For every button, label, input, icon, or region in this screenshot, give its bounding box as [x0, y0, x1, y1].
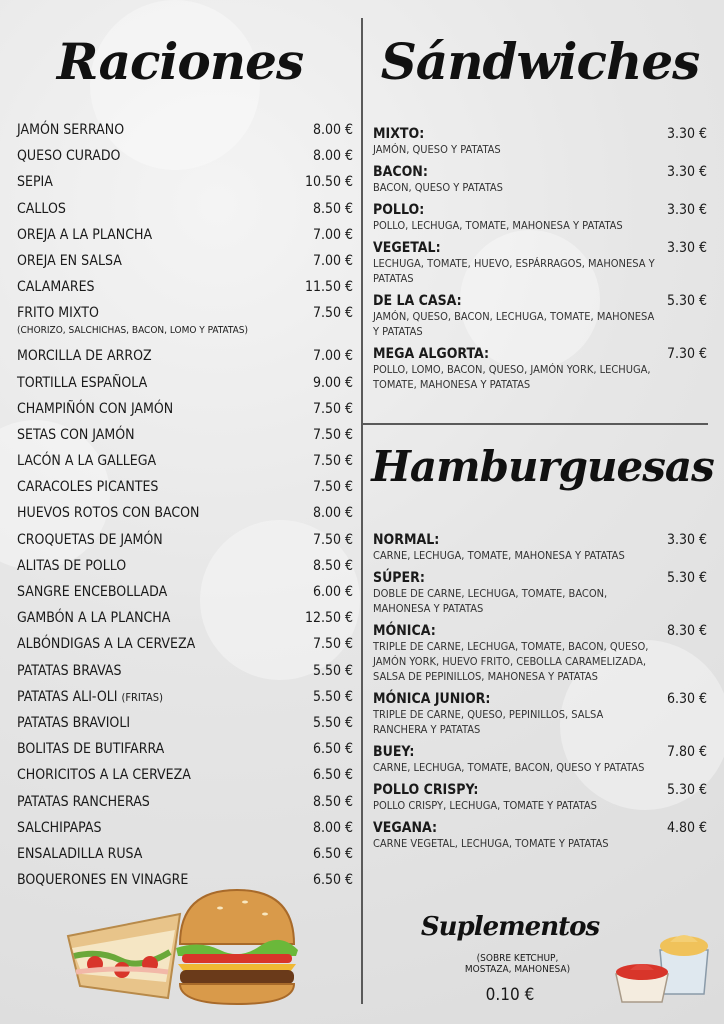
racion-price: 8.00 € [312, 122, 353, 138]
sandwich-desc: POLLO, LECHUGA, TOMATE, MAHONESA Y PATATAS [373, 219, 623, 232]
sandwich-icon [68, 914, 180, 998]
sandwich-item [373, 293, 707, 339]
hamburguesa-text [373, 532, 667, 563]
sandwich-price: 3.30 € [666, 164, 707, 180]
racion-price: 9.00 € [312, 374, 353, 391]
racion-name: TORTILLA ESPAÑOLA [17, 374, 148, 391]
racion-name: OREJA EN SALSA [17, 252, 122, 269]
racion-name: GAMBÓN A LA PLANCHA [17, 610, 171, 627]
sandwich-price: 3.30 € [666, 126, 707, 142]
racion-item [17, 505, 353, 522]
sandwich-desc: LECHUGA, TOMATE, HUEVO, ESPÁRRAGOS, MAHONESA Y PATATAS [373, 257, 655, 285]
racion-price: 7.00 € [312, 348, 353, 365]
suplementos-title: Suplementos [420, 912, 600, 942]
sandwich-desc: JAMÓN, QUESO Y PATATAS [373, 143, 501, 156]
sauces-illustration [612, 928, 712, 1006]
ketchup-bowl-icon [616, 964, 668, 1002]
hamburguesa-text [373, 691, 667, 737]
sandwich-text [373, 293, 667, 339]
racion-name: SETAS CON JAMÓN [17, 426, 135, 443]
racion-item [17, 636, 353, 653]
racion-sub: (CHORIZO, SALCHICHAS, BACON, LOMO Y PATATAS) [17, 325, 248, 337]
racion-price: 7.50 € [312, 400, 353, 417]
racion-name-block [17, 227, 307, 244]
racion-item [17, 122, 353, 139]
racion-name-block [17, 584, 307, 601]
racion-item [17, 375, 353, 392]
racion-name-block [17, 174, 299, 191]
racion-name: PATATAS BRAVIOLI [17, 714, 131, 731]
racion-price: 7.50 € [312, 453, 353, 470]
sandwich-text [373, 202, 667, 233]
racion-name: HUEVOS ROTOS CON BACON [17, 505, 200, 522]
racion-price: 5.50 € [312, 662, 353, 679]
racion-name-block [17, 253, 307, 270]
hamburguesa-text [373, 782, 667, 813]
racion-item [17, 401, 353, 418]
racion-item [17, 427, 353, 444]
hamburguesa-item [373, 744, 707, 775]
racion-item [17, 715, 353, 732]
racion-note: (FRITAS) [121, 690, 163, 704]
racion-name: CALAMARES [17, 279, 95, 296]
sandwich-desc: JAMÓN, QUESO, BACON, LECHUGA, TOMATE, MAHONESA Y PATATAS [373, 310, 655, 338]
hamburguesa-price: 3.30 € [666, 532, 707, 548]
hamburguesa-text [373, 820, 667, 851]
hamburguesa-price: 4.80 € [666, 820, 707, 836]
sandwich-name: VEGETAL: [373, 240, 441, 256]
hamburguesas-list [373, 532, 707, 858]
racion-item [17, 453, 353, 470]
hamburguesa-desc: CARNE, LECHUGA, TOMATE, MAHONESA Y PATATAS [373, 549, 625, 562]
racion-item [17, 558, 353, 575]
hamburguesa-price: 5.30 € [666, 782, 707, 798]
racion-name-block [17, 767, 307, 784]
sandwich-name: DE LA CASA: [373, 293, 462, 309]
hamburguesa-item [373, 691, 707, 737]
racion-name: FRITO MIXTO [17, 305, 99, 322]
racion-price: 6.50 € [312, 872, 353, 889]
hamburguesa-name: POLLO CRISPY: [373, 782, 479, 798]
racion-name-block [17, 846, 307, 863]
sandwiches-list [373, 126, 707, 399]
racion-name: SALCHIPAPAS [17, 819, 102, 836]
racion-name-block [17, 820, 307, 837]
sandwich-item [373, 164, 707, 195]
racion-name-block [17, 558, 307, 575]
racion-name: CHORICITOS A LA CERVEZA [17, 767, 191, 784]
hamburguesa-desc: CARNE VEGETAL, LECHUGA, TOMATE Y PATATAS [373, 837, 609, 850]
hamburguesa-text [373, 570, 667, 616]
hamburguesas-title: Hamburguesas [371, 442, 714, 491]
racion-price: 12.50 € [304, 610, 353, 627]
racion-item [17, 348, 353, 365]
racion-name-block [17, 689, 307, 706]
racion-price: 8.50 € [312, 200, 353, 217]
racion-price: 8.00 € [312, 505, 353, 522]
racion-name: PATATAS ALI-OLI [17, 688, 118, 705]
sandwich-price: 3.30 € [666, 202, 707, 218]
sandwich-name: POLLO: [373, 202, 425, 218]
sandwich-item [373, 126, 707, 157]
racion-name: CHAMPIÑÓN CON JAMÓN [17, 400, 174, 417]
racion-name: CALLOS [17, 200, 66, 217]
racion-price: 8.00 € [312, 148, 353, 165]
hamburguesa-text [373, 623, 667, 684]
racion-price: 7.50 € [312, 305, 353, 322]
racion-name-block [17, 532, 307, 549]
hamburguesa-desc: DOBLE DE CARNE, LECHUGA, TOMATE, BACON, MAHONESA Y PATATAS [373, 587, 608, 615]
racion-name-block [17, 715, 307, 732]
sandwich-text [373, 240, 667, 286]
hamburguesa-name: MÓNICA: [373, 623, 436, 639]
racion-price: 7.50 € [312, 531, 353, 548]
sandwich-price: 3.30 € [666, 240, 707, 256]
racion-item [17, 741, 353, 758]
racion-item [17, 610, 353, 627]
racion-name-block [17, 279, 299, 296]
racion-name-block [17, 610, 299, 627]
sandwich-price: 7.30 € [666, 346, 707, 362]
racion-name-block [17, 663, 307, 680]
racion-name: PATATAS BRAVAS [17, 662, 122, 679]
racion-price: 10.50 € [304, 174, 353, 191]
racion-name: OREJA A LA PLANCHA [17, 226, 153, 243]
racion-name-block [17, 305, 307, 339]
racion-item [17, 253, 353, 270]
racion-name-block [17, 375, 307, 392]
hamburguesa-desc: TRIPLE DE CARNE, QUESO, PEPINILLOS, SALSA RANCHERA Y PATATAS [373, 708, 604, 736]
racion-name-block [17, 148, 307, 165]
racion-item [17, 584, 353, 601]
sandwich-text [373, 346, 667, 392]
hamburguesa-text [373, 744, 667, 775]
sandwich-text [373, 164, 667, 195]
racion-price: 8.00 € [312, 819, 353, 836]
racion-item [17, 479, 353, 496]
racion-item [17, 201, 353, 218]
racion-name: ALITAS DE POLLO [17, 557, 127, 574]
racion-name: PATATAS RANCHERAS [17, 793, 150, 810]
racion-item [17, 279, 353, 296]
sandwich-name: MIXTO: [373, 126, 425, 142]
racion-price: 5.50 € [312, 714, 353, 731]
hamburguesa-desc: POLLO CRISPY, LECHUGA, TOMATE Y PATATAS [373, 799, 597, 812]
hamburguesa-name: SÚPER: [373, 570, 425, 586]
racion-name-block [17, 427, 307, 444]
sandwich-desc: BACON, QUESO Y PATATAS [373, 181, 503, 194]
racion-name-block [17, 453, 307, 470]
racion-name: BOLITAS DE BUTIFARRA [17, 741, 165, 758]
racion-name-block [17, 794, 307, 811]
racion-name-block [17, 505, 307, 522]
racion-price: 7.50 € [312, 479, 353, 496]
racion-price: 7.00 € [312, 226, 353, 243]
racion-name-block [17, 401, 307, 418]
racion-name: ALBÓNDIGAS A LA CERVEZA [17, 636, 196, 653]
racion-name-block [17, 636, 307, 653]
sandwich-burger-illustration [60, 886, 300, 1008]
hamburguesa-name: VEGANA: [373, 820, 438, 836]
racion-name: JAMÓN SERRANO [17, 122, 125, 138]
racion-price: 6.50 € [312, 845, 353, 862]
racion-name-block [17, 348, 307, 365]
racion-name-block [17, 741, 307, 758]
hamburguesa-item [373, 820, 707, 851]
hamburguesa-item [373, 532, 707, 563]
hamburguesa-price: 5.30 € [666, 570, 707, 586]
racion-price: 8.50 € [312, 557, 353, 574]
racion-price: 7.00 € [312, 252, 353, 269]
racion-item [17, 305, 353, 339]
racion-name: QUESO CURADO [17, 148, 121, 165]
raciones-title: Raciones [56, 32, 304, 91]
hamburguesa-item [373, 782, 707, 813]
hamburguesa-name: NORMAL: [373, 532, 440, 548]
sandwich-item [373, 346, 707, 392]
sandwich-name: MEGA ALGORTA: [373, 346, 490, 362]
racion-item [17, 689, 353, 706]
raciones-list [17, 122, 353, 898]
hamburguesa-desc: CARNE, LECHUGA, TOMATE, BACON, QUESO Y PATATAS [373, 761, 645, 774]
racion-name: BOQUERONES EN VINAGRE [17, 872, 189, 889]
mayonnaise-cup-icon [660, 935, 708, 994]
hamburguesa-price: 6.30 € [666, 691, 707, 707]
column-divider [361, 18, 363, 1004]
suplementos-note: (SOBRE KETCHUP, MOSTAZA, MAHONESA) [464, 953, 571, 975]
racion-price: 5.50 € [312, 688, 353, 705]
racion-price: 8.50 € [312, 793, 353, 810]
sandwich-price: 5.30 € [666, 293, 707, 309]
hamburguesa-price: 8.30 € [666, 623, 707, 639]
racion-name: SEPIA [17, 174, 53, 191]
racion-name: MORCILLA DE ARROZ [17, 348, 152, 365]
racion-name-block [17, 122, 307, 139]
sandwich-desc: POLLO, LOMO, BACON, QUESO, JAMÓN YORK, LECHUGA, TOMATE, MAHONESA Y PATATAS [373, 363, 651, 391]
racion-price: 6.50 € [312, 741, 353, 758]
racion-item [17, 820, 353, 837]
racion-item [17, 846, 353, 863]
sandwich-text [373, 126, 667, 157]
sandwich-item [373, 240, 707, 286]
racion-item [17, 148, 353, 165]
sandwich-name: BACON: [373, 164, 428, 180]
hamburguesa-price: 7.80 € [666, 744, 707, 760]
hamburguesa-name: BUEY: [373, 744, 415, 760]
suplementos-price: 0.10 € [485, 985, 535, 1005]
hamburguesa-item [373, 623, 707, 684]
racion-price: 7.50 € [312, 636, 353, 653]
racion-item [17, 663, 353, 680]
racion-name-block [17, 479, 307, 496]
racion-item [17, 794, 353, 811]
racion-name-block [17, 201, 307, 218]
hamburguesa-item [373, 570, 707, 616]
burger-icon [176, 890, 298, 1004]
racion-price: 11.50 € [304, 279, 353, 296]
racion-name: CROQUETAS DE JAMÓN [17, 531, 163, 548]
racion-item [17, 767, 353, 784]
racion-item [17, 532, 353, 549]
racion-item [17, 227, 353, 244]
sandwiches-title: Sándwiches [380, 32, 700, 91]
racion-price: 6.00 € [312, 584, 353, 600]
racion-item [17, 174, 353, 191]
hamburguesa-desc: TRIPLE DE CARNE, LECHUGA, TOMATE, BACON, QUESO, JAMÓN YORK, HUEVO FRITO, CEBOLLA CARAMELIZADA, SALSA DE PEPINILLOS, MAHONESA Y PATATAS [373, 640, 649, 683]
racion-price: 6.50 € [312, 767, 353, 784]
hamburguesa-name: MÓNICA JUNIOR: [373, 691, 491, 707]
sandwich-item [373, 202, 707, 233]
section-divider [363, 423, 708, 425]
racion-name: SANGRE ENCEBOLLADA [17, 584, 168, 600]
racion-name: LACÓN A LA GALLEGA [17, 453, 157, 470]
racion-name: CARACOLES PICANTES [17, 479, 159, 496]
racion-name: ENSALADILLA RUSA [17, 845, 143, 862]
racion-price: 7.50 € [312, 426, 353, 443]
